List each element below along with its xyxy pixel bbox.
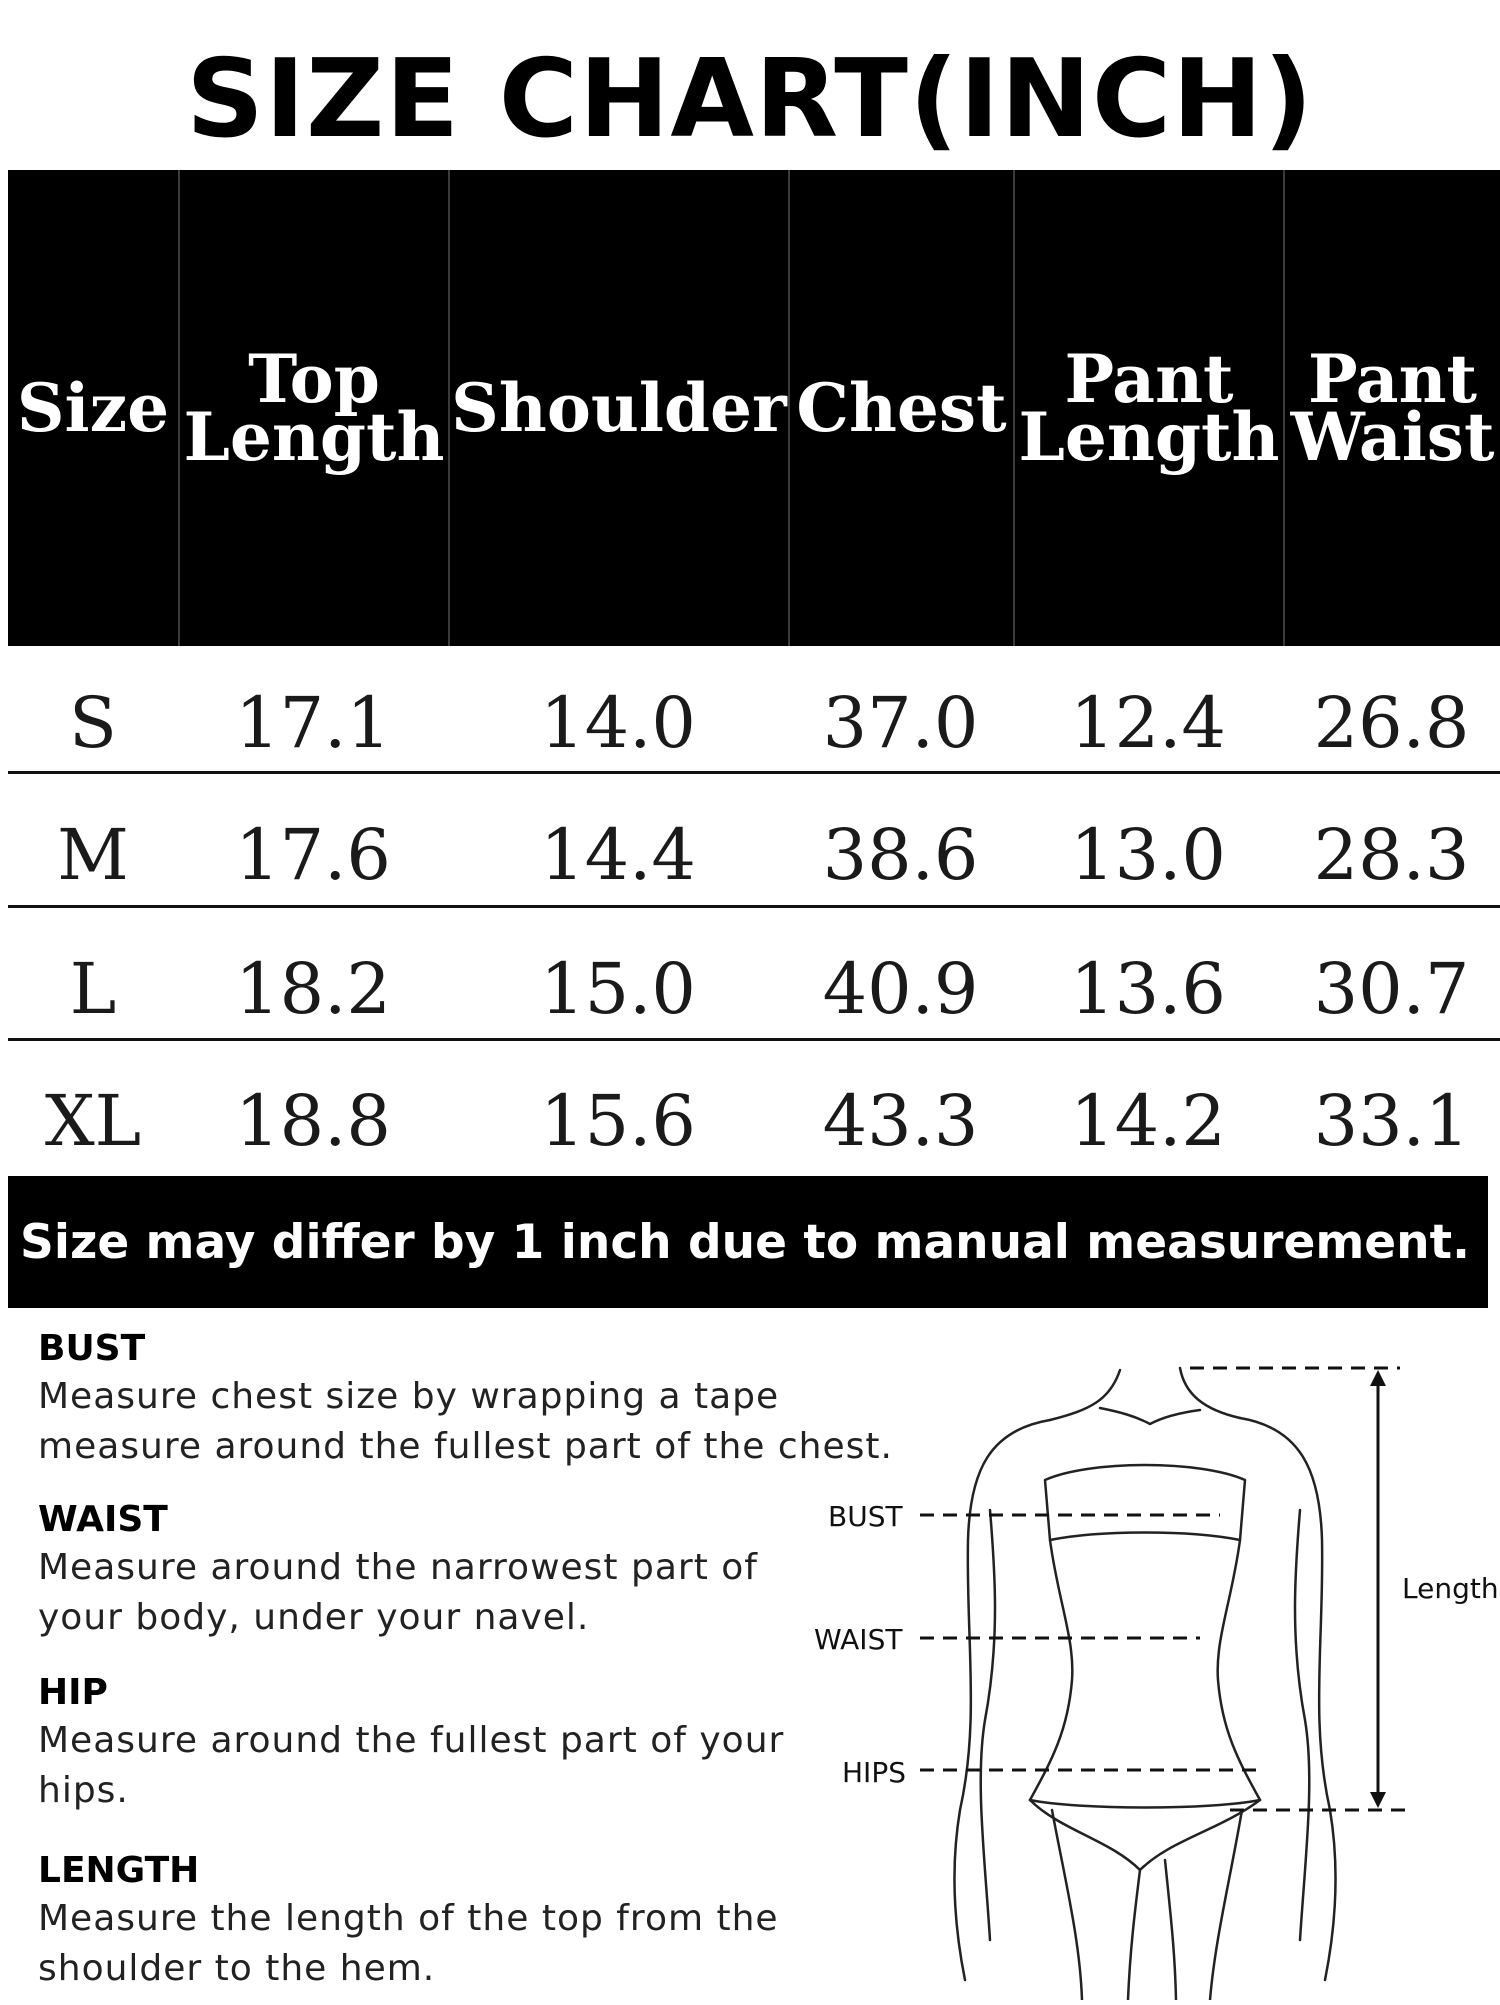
guide-text: Measure the length of the top from the bbox=[38, 1898, 779, 1939]
row-divider bbox=[8, 771, 1500, 774]
cell-top-length: 17.6 bbox=[235, 814, 391, 896]
guide-text: hips. bbox=[38, 1770, 129, 1811]
guide-bust bbox=[38, 1326, 893, 1472]
body-outline-illustration bbox=[790, 1340, 1500, 2000]
guide-text: measure around the fullest part of the chest. bbox=[38, 1426, 893, 1467]
table-header bbox=[8, 170, 1500, 646]
figure-label-bust: BUST bbox=[828, 1500, 903, 1533]
cell-shoulder: 15.0 bbox=[540, 948, 696, 1030]
cell-pant-length: 13.6 bbox=[1070, 948, 1226, 1030]
cell-pant-waist: 33.1 bbox=[1313, 1080, 1470, 1162]
table-row bbox=[0, 790, 1500, 920]
header-chest: Chest bbox=[788, 170, 1013, 646]
guide-text: your body, under your navel. bbox=[38, 1597, 590, 1638]
cell-top-length: 18.8 bbox=[235, 1080, 391, 1162]
guide-heading: HIP bbox=[38, 1672, 108, 1713]
cell-top-length: 17.1 bbox=[235, 682, 391, 764]
guide-text: shoulder to the hem. bbox=[38, 1948, 436, 1989]
guide-heading: WAIST bbox=[38, 1499, 168, 1540]
cell-pant-waist: 28.3 bbox=[1313, 814, 1470, 896]
figure-label-length: Length bbox=[1402, 1572, 1499, 1605]
table-row bbox=[0, 658, 1500, 788]
cell-chest: 40.9 bbox=[822, 948, 979, 1030]
table-row bbox=[0, 1056, 1500, 1186]
header-top-length: Top Length bbox=[178, 170, 448, 646]
figure-label-hips: HIPS bbox=[842, 1756, 906, 1789]
guide-text: Measure around the narrowest part of bbox=[38, 1547, 758, 1588]
figure-label-waist: WAIST bbox=[814, 1623, 903, 1656]
cell-chest: 43.3 bbox=[822, 1080, 979, 1162]
header-pant-waist: Pant Waist bbox=[1283, 170, 1500, 646]
cell-size: M bbox=[57, 814, 129, 896]
cell-pant-waist: 26.8 bbox=[1313, 682, 1470, 764]
cell-size: XL bbox=[44, 1080, 142, 1162]
cell-pant-waist: 30.7 bbox=[1313, 948, 1470, 1030]
cell-chest: 37.0 bbox=[822, 682, 979, 764]
measurement-note: Size may differ by 1 inch due to manual measurement. bbox=[8, 1176, 1488, 1308]
guide-heading: LENGTH bbox=[38, 1850, 200, 1891]
guide-text: Measure chest size by wrapping a tape bbox=[38, 1376, 780, 1417]
cell-pant-length: 13.0 bbox=[1070, 814, 1226, 896]
header-shoulder: Shoulder bbox=[448, 170, 788, 646]
body-measurement-figure bbox=[790, 1340, 1500, 2000]
cell-shoulder: 15.6 bbox=[540, 1080, 696, 1162]
header-size: Size bbox=[16, 369, 170, 447]
cell-chest: 38.6 bbox=[822, 814, 979, 896]
cell-pant-length: 14.2 bbox=[1070, 1080, 1226, 1162]
table-row bbox=[0, 924, 1500, 1054]
guide-hip bbox=[38, 1670, 784, 1816]
guide-heading: BUST bbox=[38, 1328, 146, 1369]
cell-pant-length: 12.4 bbox=[1070, 682, 1226, 764]
cell-shoulder: 14.0 bbox=[540, 682, 696, 764]
row-divider bbox=[8, 1038, 1500, 1041]
cell-shoulder: 14.4 bbox=[540, 814, 696, 896]
row-divider bbox=[8, 905, 1500, 908]
guide-waist bbox=[38, 1497, 758, 1643]
cell-top-length: 18.2 bbox=[235, 948, 391, 1030]
header-pant-length: Pant Length bbox=[1013, 170, 1283, 646]
cell-size: L bbox=[69, 948, 117, 1030]
page-title: SIZE CHART(INCH) bbox=[186, 37, 1314, 162]
guide-text: Measure around the fullest part of your bbox=[38, 1720, 785, 1761]
cell-size: S bbox=[69, 682, 117, 764]
guide-length bbox=[38, 1848, 779, 1994]
